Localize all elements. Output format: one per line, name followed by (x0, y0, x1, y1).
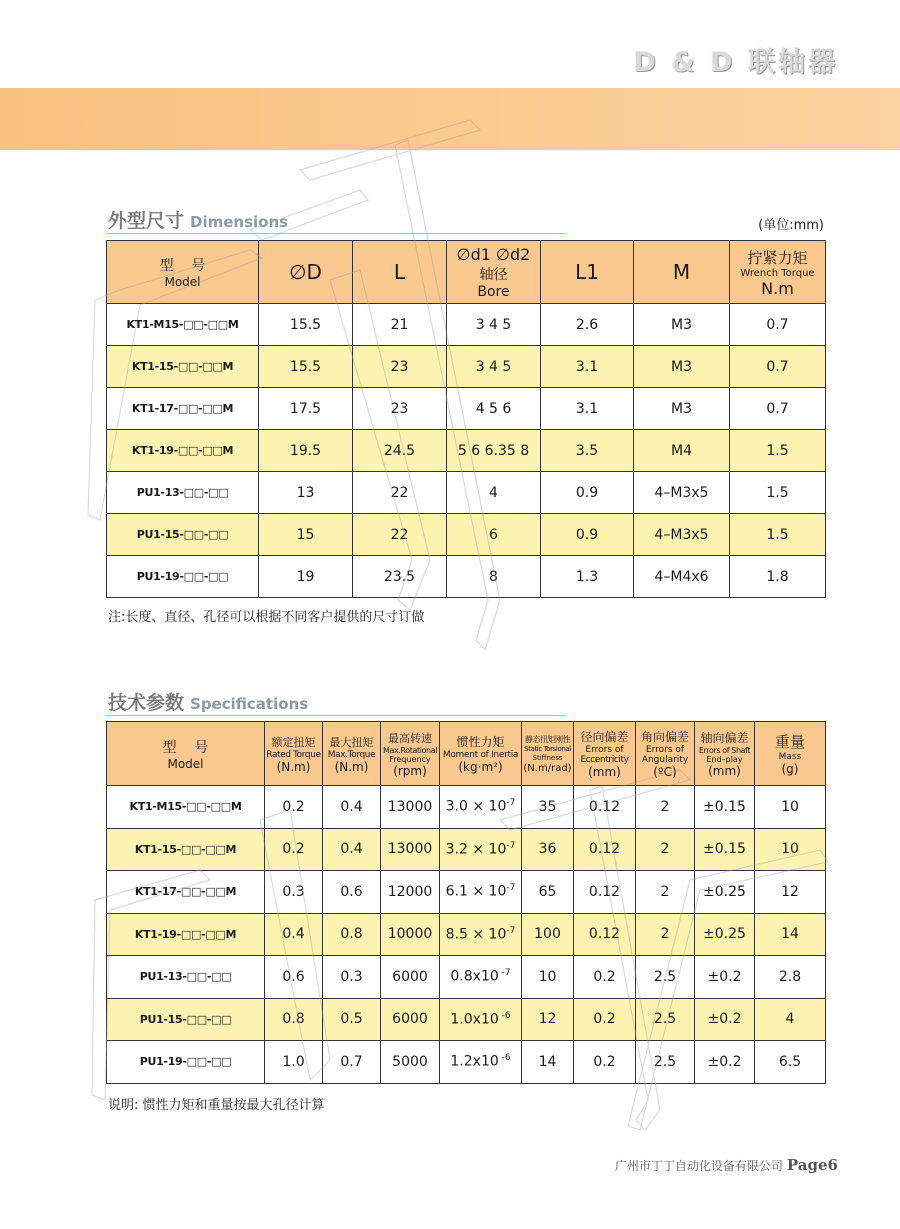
mass-cell: 10 (755, 828, 826, 871)
spec-header-angularity-unit: (ºC) (653, 765, 677, 779)
model-cell: PU1-19-□□-□□ (107, 1041, 265, 1084)
model-cell: KT1-M15-□□-□□M (107, 786, 265, 829)
rated-cell: 0.8 (265, 998, 323, 1041)
freq-cell: 5000 (381, 1041, 440, 1084)
m-cell: 4–M4x6 (634, 556, 730, 598)
l1-cell: 3.5 (541, 430, 634, 472)
model-cell: KT1-15-□□-□□M (107, 828, 265, 871)
torque-cell: 1.8 (730, 556, 826, 598)
freq-cell: 10000 (381, 913, 440, 956)
end-cell: ±0.2 (695, 1041, 755, 1084)
table-row (107, 430, 826, 472)
mass-cell: 12 (755, 871, 826, 914)
spec-header-freq-cn: 最高转速 (388, 731, 432, 745)
rated-cell: 0.3 (265, 871, 323, 914)
ang-cell: 2 (636, 913, 695, 956)
header-model-cn: 型 号 (159, 258, 206, 274)
torque-cell: 0.7 (730, 304, 826, 346)
table-row (107, 556, 826, 598)
dimensions-table (106, 240, 826, 598)
spec-header-freq-en2: Frequency (389, 754, 431, 764)
ecc-cell: 0.12 (574, 828, 636, 871)
footer (615, 1156, 838, 1174)
footer-company: 广州市丁丁自动化设备有限公司 (614, 1159, 783, 1173)
freq-cell: 6000 (381, 956, 440, 999)
spec-header-max-en: Max.Torque (327, 749, 376, 760)
header-l: L (353, 241, 447, 304)
torque-cell: 1.5 (730, 514, 826, 556)
spec-header-stiffness-en1: Static Torsional (524, 744, 571, 753)
rated-cell: 1.0 (265, 1041, 323, 1084)
inertia-exponent: -7 (506, 798, 516, 809)
end-cell: ±0.2 (695, 956, 755, 999)
max-cell: 0.7 (323, 1041, 381, 1084)
freq-cell: 6000 (381, 998, 440, 1041)
header-m: M (634, 241, 730, 304)
d-cell: 15 (259, 514, 353, 556)
freq-cell: 13000 (381, 828, 440, 871)
stiff-cell: 10 (522, 956, 574, 999)
rated-cell: 0.2 (265, 786, 323, 829)
spec-header-mass (755, 722, 826, 786)
table-row (107, 956, 826, 999)
table-row (107, 514, 826, 556)
specifications-title-en: Specifications (190, 695, 309, 713)
l1-cell: 3.1 (541, 388, 634, 430)
l1-cell: 3.1 (541, 346, 634, 388)
bore-cell: 4 (447, 472, 541, 514)
brand-logo: D & D 联轴器 (633, 47, 838, 78)
spec-header-rated-cn: 额定扭矩 (271, 735, 316, 749)
model-cell: PU1-13-□□-□□ (107, 956, 265, 999)
spec-header-eccentricity-en2: Eccentricity (580, 755, 629, 765)
ang-cell: 2.5 (636, 998, 695, 1041)
model-cell: KT1-19-□□-□□M (107, 430, 259, 472)
model-cell: KT1-M15-□□-□□M (107, 304, 259, 346)
table-row (107, 871, 826, 914)
table-row (107, 472, 826, 514)
inertia-base: 6.1 × 10 (445, 884, 507, 901)
m-cell: M4 (634, 430, 730, 472)
l1-cell: 0.9 (541, 472, 634, 514)
spec-header-angularity (636, 722, 695, 786)
spec-header-endplay-unit: (mm) (708, 764, 741, 778)
inertia-base: 8.5 × 10 (445, 926, 507, 943)
max-cell: 0.5 (323, 998, 381, 1041)
spec-header-max (323, 722, 381, 786)
model-cell: KT1-17-□□-□□M (107, 871, 265, 914)
model-cell: PU1-15-□□-□□ (107, 998, 265, 1041)
model-cell: PU1-13-□□-□□ (107, 472, 259, 514)
bore-cell: 4 5 6 (447, 388, 541, 430)
max-cell: 0.4 (323, 828, 381, 871)
table-row (107, 1041, 826, 1084)
l-cell: 23 (353, 388, 447, 430)
d-cell: 15.5 (259, 346, 353, 388)
torque-cell: 0.7 (730, 388, 826, 430)
inertia-cell (440, 913, 522, 956)
end-cell: ±0.25 (695, 871, 755, 914)
d-cell: 19 (259, 556, 353, 598)
l1-cell: 0.9 (541, 514, 634, 556)
inertia-exponent: -7 (506, 883, 516, 894)
spec-header-mass-unit: (g) (781, 762, 799, 776)
spec-header-endplay-en2: End–play (706, 755, 743, 764)
inertia-cell (440, 871, 522, 914)
spec-header-endplay-cn: 轴向偏差 (700, 731, 749, 745)
inertia-exponent: -7 (506, 925, 516, 936)
inertia-cell (440, 998, 522, 1041)
inertia-cell (440, 1041, 522, 1084)
stiff-cell: 65 (522, 871, 574, 914)
model-cell: KT1-15-□□-□□M (107, 346, 259, 388)
specifications-title (108, 688, 308, 715)
model-cell: PU1-19-□□-□□ (107, 556, 259, 598)
header-torque (730, 241, 826, 304)
stiff-cell: 36 (522, 828, 574, 871)
spec-header-angularity-cn: 角向偏差 (640, 730, 689, 744)
inertia-cell (440, 786, 522, 829)
spec-header-stiffness-unit: (N.m/rad) (523, 762, 572, 774)
header-bore (447, 241, 541, 304)
bore-cell: 6 (447, 514, 541, 556)
spec-header-inertia-unit: (kg·m²) (458, 760, 503, 774)
spec-header-freq (381, 722, 440, 786)
dimensions-header-row (107, 241, 826, 304)
stiff-cell: 12 (522, 998, 574, 1041)
specifications-title-underline (106, 715, 566, 716)
freq-cell: 13000 (381, 786, 440, 829)
rated-cell: 0.2 (265, 828, 323, 871)
spec-header-rated-unit: (N.m) (276, 759, 311, 774)
model-cell: PU1-15-□□-□□ (107, 514, 259, 556)
spec-header-max-unit: (N.m) (334, 759, 369, 774)
rated-cell: 0.4 (265, 913, 323, 956)
spec-header-eccentricity-unit: (mm) (588, 765, 621, 779)
l1-cell: 2.6 (541, 304, 634, 346)
inertia-base: 0.8x10 (450, 969, 499, 986)
ang-cell: 2.5 (636, 1041, 695, 1084)
max-cell: 0.6 (323, 871, 381, 914)
end-cell: ±0.2 (695, 998, 755, 1041)
m-cell: M3 (634, 346, 730, 388)
m-cell: 4–M3x5 (634, 514, 730, 556)
l-cell: 21 (353, 304, 447, 346)
spec-header-eccentricity-cn: 径向偏差 (580, 730, 629, 744)
spec-header-model (107, 722, 265, 786)
table-row (107, 828, 826, 871)
spec-header-eccentricity (574, 722, 636, 786)
mass-cell: 14 (755, 913, 826, 956)
inertia-base: 1.2x10 (450, 1054, 499, 1071)
m-cell: M3 (634, 388, 730, 430)
stiff-cell: 35 (522, 786, 574, 829)
d-cell: 13 (259, 472, 353, 514)
dimensions-title-underline (106, 233, 566, 234)
spec-header-angularity-en2: Angularity (641, 755, 689, 765)
table-row (107, 913, 826, 956)
end-cell: ±0.25 (695, 913, 755, 956)
model-cell: KT1-17-□□-□□M (107, 388, 259, 430)
rated-cell: 0.6 (265, 956, 323, 999)
table-row (107, 304, 826, 346)
d-cell: 17.5 (259, 388, 353, 430)
max-cell: 0.4 (323, 786, 381, 829)
torque-cell: 1.5 (730, 472, 826, 514)
dimensions-unit: (单位:mm) (758, 218, 824, 233)
spec-header-mass-cn: 重量 (774, 733, 805, 751)
stiff-cell: 100 (522, 913, 574, 956)
header-torque-unit: N.m (761, 278, 794, 298)
spec-header-inertia (440, 722, 522, 786)
torque-cell: 1.5 (730, 430, 826, 472)
inertia-base: 3.2 × 10 (445, 841, 507, 858)
header-bore-cn: 轴径 (479, 266, 508, 283)
spec-header-model-cn: 型 号 (162, 739, 209, 756)
end-cell: ±0.15 (695, 828, 755, 871)
header-l1: L1 (541, 241, 634, 304)
header-bore-top: ∅d1 ∅d2 (456, 244, 531, 264)
ang-cell: 2.5 (636, 956, 695, 999)
header-model-en: Model (164, 275, 201, 289)
spec-header-stiffness-cn: 静态扭矩刚性 (525, 734, 570, 744)
table-row (107, 998, 826, 1041)
inertia-cell (440, 956, 522, 999)
freq-cell: 12000 (381, 871, 440, 914)
specifications-note: 说明: 惯性力矩和重量按最大孔径计算 (108, 1098, 325, 1113)
dimensions-title-en: Dimensions (190, 213, 289, 231)
ang-cell: 2 (636, 871, 695, 914)
m-cell: 4–M3x5 (634, 472, 730, 514)
inertia-exponent: -6 (498, 1010, 511, 1021)
d-cell: 15.5 (259, 304, 353, 346)
spec-header-stiffness (522, 722, 574, 786)
m-cell: M3 (634, 304, 730, 346)
inertia-exponent: -7 (498, 968, 511, 979)
mass-cell: 6.5 (755, 1041, 826, 1084)
spec-header-mass-en: Mass (778, 752, 802, 762)
spec-header-eccentricity-en1: Errors of (585, 745, 624, 755)
l-cell: 22 (353, 472, 447, 514)
mass-cell: 10 (755, 786, 826, 829)
ang-cell: 2 (636, 786, 695, 829)
spec-header-inertia-cn: 惯性力矩 (456, 735, 505, 749)
bore-cell: 8 (447, 556, 541, 598)
header-torque-cn: 拧紧力矩 (747, 248, 808, 267)
l-cell: 22 (353, 514, 447, 556)
header-torque-en: Wrench Torque (740, 267, 815, 279)
end-cell: ±0.15 (695, 786, 755, 829)
ecc-cell: 0.12 (574, 786, 636, 829)
spec-header-angularity-en1: Errors of (645, 745, 685, 755)
l1-cell: 1.3 (541, 556, 634, 598)
bore-cell: 3 4 5 (447, 346, 541, 388)
model-cell: KT1-19-□□-□□M (107, 913, 265, 956)
table-row (107, 786, 826, 829)
spec-header-stiffness-en2: Stiffness (532, 753, 563, 762)
specifications-table (106, 721, 826, 1084)
spec-header-model-en: Model (167, 756, 204, 771)
spec-header-freq-en1: Max.Rotational (382, 745, 438, 755)
inertia-exponent: -7 (506, 840, 516, 851)
inertia-base: 3.0 × 10 (445, 799, 507, 816)
spec-header-rated (265, 722, 323, 786)
specifications-title-cn: 技术参数 (108, 692, 185, 714)
dimensions-title-cn: 外型尺寸 (108, 210, 185, 232)
l-cell: 23.5 (353, 556, 447, 598)
max-cell: 0.8 (323, 913, 381, 956)
spec-header-max-cn: 最大扭矩 (329, 735, 374, 749)
header-band (0, 88, 900, 150)
spec-header-freq-unit: (rpm) (393, 763, 427, 778)
max-cell: 0.3 (323, 956, 381, 999)
stiff-cell: 14 (522, 1041, 574, 1084)
bore-cell: 3 4 5 (447, 304, 541, 346)
inertia-base: 1.0x10 (450, 1011, 499, 1028)
header-bore-en: Bore (477, 283, 510, 300)
spec-header-rated-en: Rated Torque (266, 749, 321, 760)
footer-page-number: Page6 (786, 1156, 838, 1174)
dimensions-title (108, 206, 288, 233)
ecc-cell: 0.2 (574, 998, 636, 1041)
table-row (107, 346, 826, 388)
dimensions-note: 注:长度、直径、孔径可以根据不同客户提供的尺寸订做 (108, 610, 425, 625)
inertia-exponent: -6 (498, 1053, 511, 1064)
ang-cell: 2 (636, 828, 695, 871)
ecc-cell: 0.12 (574, 871, 636, 914)
l-cell: 24.5 (353, 430, 447, 472)
spec-header-endplay (695, 722, 755, 786)
ecc-cell: 0.12 (574, 913, 636, 956)
bore-cell: 5 6 6.35 8 (447, 430, 541, 472)
ecc-cell: 0.2 (574, 1041, 636, 1084)
mass-cell: 4 (755, 998, 826, 1041)
header-d: ∅D (259, 241, 353, 304)
ecc-cell: 0.2 (574, 956, 636, 999)
spec-header-endplay-en1: Errors of Shaft (698, 746, 751, 755)
specifications-header-row (107, 722, 826, 786)
inertia-cell (440, 828, 522, 871)
d-cell: 19.5 (259, 430, 353, 472)
spec-header-inertia-en: Moment of Inertia (442, 750, 519, 760)
l-cell: 23 (353, 346, 447, 388)
header-model (107, 241, 259, 304)
torque-cell: 0.7 (730, 346, 826, 388)
table-row (107, 388, 826, 430)
mass-cell: 2.8 (755, 956, 826, 999)
